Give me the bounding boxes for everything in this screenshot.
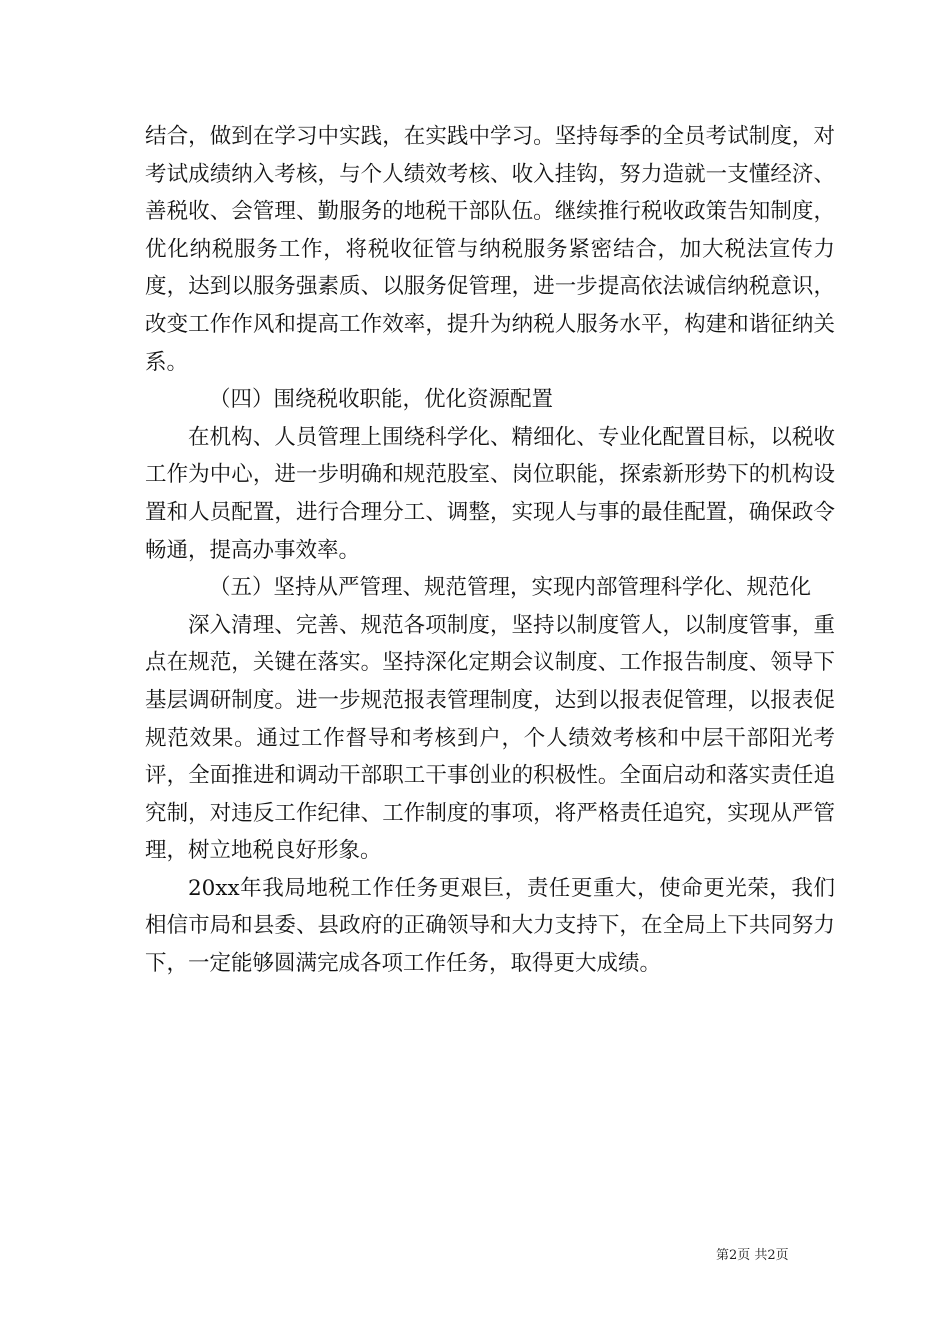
page-number-footer: 第2页 共2页	[716, 1248, 789, 1263]
section-heading-4: （四）围绕税收职能，优化资源配置	[209, 387, 554, 413]
paragraph-internal-management: 深入清理、完善、规范各项制度，坚持以制度管人，以制度管事，重点在规范，关键在落实。坚持深化定期会议制度、工作报告制度、领导下基层调研制度。进一步规范报表管理制度，达到以报表促管理，以报表促规范效果。通过工作督导和考核到户，个人绩效考核和中层干部阳光考评，全面推进和调动干部职工干事创业的积极性。全面启动和落实责任追究制，对违反工作纪律、工作制度的事项，将严格责任追究，实现从严管理，树立地税良好形象。	[145, 612, 835, 864]
paragraph-continued: 结合，做到在学习中实践，在实践中学习。坚持每季的全员考试制度，对考试成绩纳入考核，与个人绩效考核、收入挂钩，努力造就一支懂经济、善税收、会管理、勤服务的地税干部队伍。继续推行税收政策告知制度，优化纳税服务工作，将税收征管与纳税服务紧密结合，加大税法宣传力度，达到以服务强素质、以服务促管理，进一步提高依法诚信纳税意识，改变工作作风和提高工作效率，提升为纳税人服务水平，构建和谐征纳关系。	[145, 124, 835, 375]
paragraph-conclusion: 20xx年我局地税工作任务更艰巨，责任更重大，使命更光荣，我们相信市局和县委、县政府的正确领导和大力支持下，在全局上下共同努力下，一定能够圆满完成各项工作任务，取得更大成绩。	[145, 875, 835, 977]
document-body	[145, 118, 835, 983]
paragraph-resource-allocation: 在机构、人员管理上围绕科学化、精细化、专业化配置目标，以税收工作为中心，进一步明确和规范股室、岗位职能，探索新形势下的机构设置和人员配置，进行合理分工、调整，实现人与事的最佳配置，确保政令畅通，提高办事效率。	[145, 424, 835, 563]
section-heading-5: （五）坚持从严管理、规范管理，实现内部管理科学化、规范化	[209, 575, 812, 601]
